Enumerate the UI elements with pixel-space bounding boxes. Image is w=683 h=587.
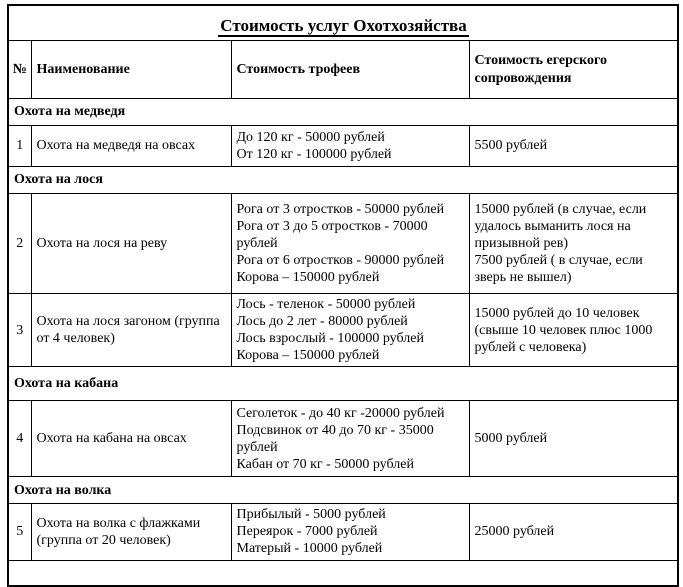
escort-line: 5000 рублей <box>474 431 548 447</box>
column-header-escort-price: Стоимость егерского сопровождения <box>469 41 678 99</box>
trophy-line: Переярок - 7000 рублей <box>236 524 378 540</box>
cell-number: 5 <box>8 504 31 560</box>
trophy-line: От 120 кг - 100000 рублей <box>236 147 392 162</box>
cell-escort <box>469 294 678 367</box>
trophy-line: Матерый - 10000 рублей <box>236 541 383 557</box>
trophy-line: Лось взрослый - 100000 рублей <box>236 331 424 347</box>
trophy-line: Рога от 3 до 5 отростков - 70000 рублей <box>236 218 428 251</box>
escort-line: 15000 рублей до 10 человек (свыше 10 человек плюс 1000 рублей с человека) <box>474 305 653 355</box>
cell-trophies <box>231 401 469 477</box>
column-header-name: Наименование <box>31 41 231 99</box>
partial-cell <box>8 560 678 586</box>
title-cell <box>8 5 678 41</box>
trophy-line: Подсвинок от 40 до 70 кг - 35000 рублей <box>236 422 434 455</box>
trophy-line: Рога от 3 отростков - 50000 рублей <box>236 201 445 217</box>
trophy-line: Лось - теленок - 50000 рублей <box>236 297 416 312</box>
cell-name: Охота на медведя на овсах <box>31 126 231 167</box>
cell-name: Охота на лося на реву <box>31 194 231 294</box>
cell-escort <box>469 401 678 477</box>
section-header-boar <box>8 367 678 401</box>
cell-number: 4 <box>8 401 31 477</box>
section-header-wolf <box>8 477 678 504</box>
column-header-number: № <box>8 41 31 99</box>
title-row <box>8 5 678 41</box>
header-row <box>8 41 678 99</box>
cell-trophies <box>231 126 469 167</box>
partial-row-cutoff <box>8 560 678 586</box>
escort-line: 15000 рублей (в случае, если удалось выманить лося на призывной рев) <box>474 201 647 251</box>
trophy-line: До 120 кг - 50000 рублей <box>236 129 385 145</box>
trophy-line: Рога от 6 отростков - 90000 рублей <box>236 253 445 269</box>
cell-name: Охота на лося загоном (группа от 4 человек) <box>31 294 231 367</box>
table-row <box>8 294 678 367</box>
escort-line: 7500 рублей ( в случае, если зверь не вышел) <box>474 253 643 286</box>
trophy-line: Лось до 2 лет - 80000 рублей <box>236 314 408 330</box>
column-header-trophy-price: Стоимость трофеев <box>231 41 469 99</box>
section-title: Охота на кабана <box>8 367 678 401</box>
cell-name: Охота на волка с флажками (группа от 20 человек) <box>31 504 231 560</box>
section-header-moose <box>8 167 678 194</box>
section-header-bear <box>8 99 678 126</box>
trophy-line: Корова – 150000 рублей <box>236 270 380 286</box>
pricing-table <box>7 4 679 587</box>
trophy-line: Сеголеток - до 40 кг -20000 рублей <box>236 405 445 421</box>
trophy-line: Прибылый - 5000 рублей <box>236 507 386 523</box>
table-row <box>8 126 678 167</box>
section-title: Охота на лося <box>8 167 678 194</box>
cell-number: 1 <box>8 126 31 167</box>
cell-trophies <box>231 504 469 560</box>
table-row <box>8 504 678 560</box>
section-title: Охота на медведя <box>8 99 678 126</box>
cell-number: 3 <box>8 294 31 367</box>
cell-escort <box>469 504 678 560</box>
cell-escort <box>469 126 678 167</box>
trophy-line: Корова – 150000 рублей <box>236 348 380 364</box>
escort-line: 25000 рублей <box>474 524 555 540</box>
table-row <box>8 401 678 477</box>
section-title: Охота на волка <box>8 477 678 504</box>
cell-name: Охота на кабана на овсах <box>31 401 231 477</box>
trophy-line: Кабан от 70 кг - 50000 рублей <box>236 456 414 472</box>
cell-trophies <box>231 194 469 294</box>
table-row <box>8 194 678 294</box>
cell-escort <box>469 194 678 294</box>
cell-trophies <box>231 294 469 367</box>
escort-line: 5500 рублей <box>474 138 548 154</box>
cell-number: 2 <box>8 194 31 294</box>
document-title: Стоимость услуг Охотхозяйства <box>220 16 467 36</box>
